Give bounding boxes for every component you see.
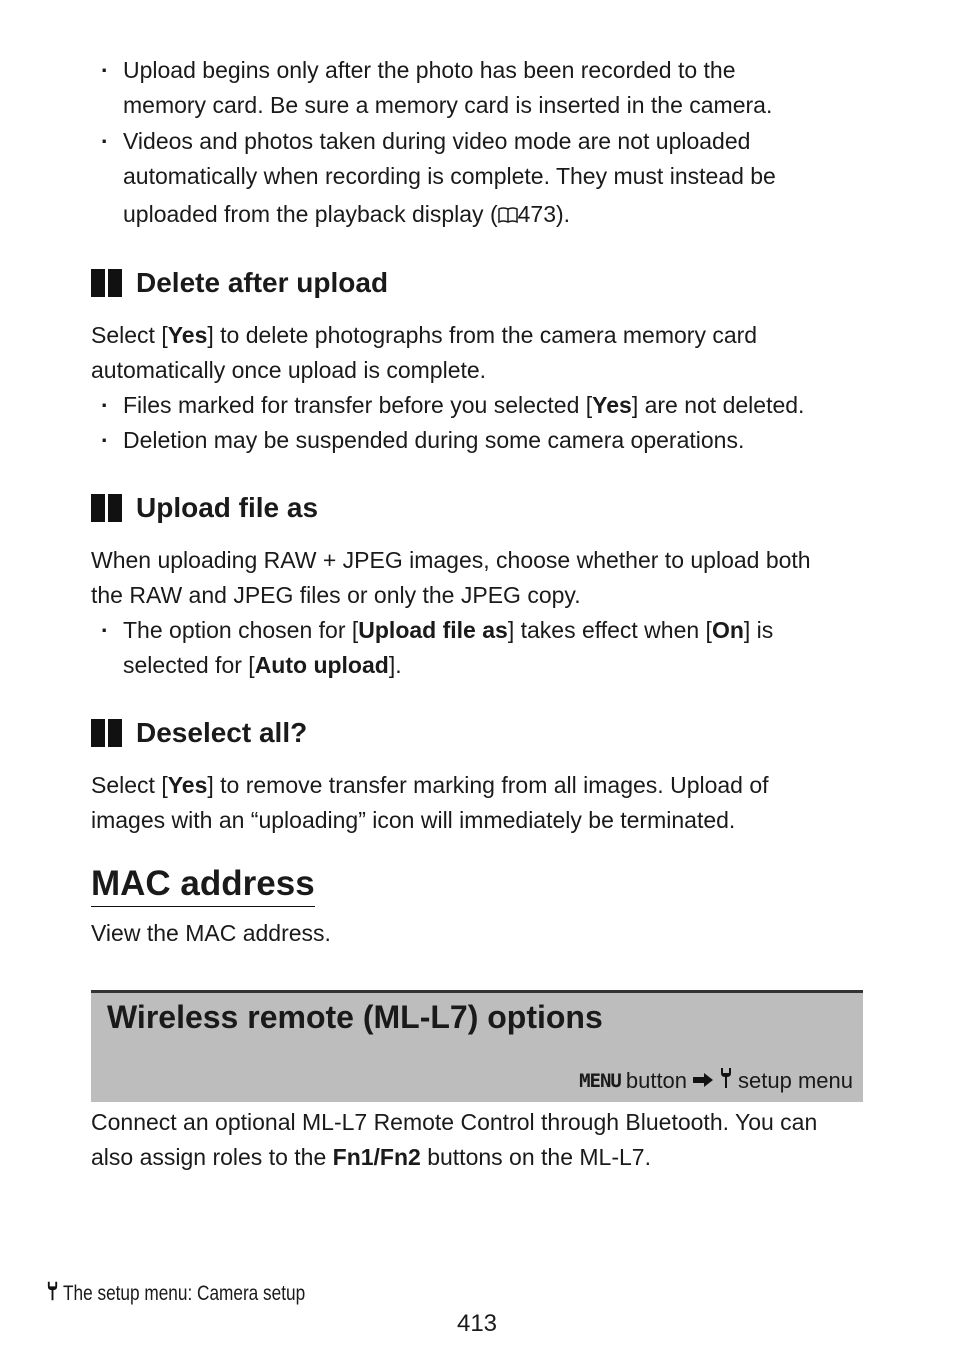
footer-breadcrumb: [46, 1280, 358, 1308]
bullet-line: memory card. Be sure a memory card is inserted in the camera.: [123, 92, 773, 118]
text: images with an “uploading” icon will immediately be terminated.: [91, 807, 736, 833]
heading-label: Deselect all?: [136, 717, 308, 748]
wrench-icon: [46, 1280, 59, 1308]
text: Select [: [91, 772, 168, 798]
text: ] are not deleted.: [631, 392, 805, 418]
bullet-line: automatically when recording is complete. They must instead be: [123, 163, 776, 189]
heading-label: Delete after upload: [136, 267, 389, 298]
footer-text: The setup menu: Camera setup: [63, 1282, 306, 1305]
paragraph: [91, 543, 866, 613]
heading-marker-icon: [91, 719, 122, 747]
text: Connect an optional ML-L7 Remote Control through Bluetooth. You can: [91, 1109, 818, 1135]
text-bold: On: [711, 617, 744, 643]
text-bold: Upload file as: [358, 617, 508, 643]
text-bold: Yes: [167, 772, 208, 798]
arrow-right-icon: [692, 1068, 714, 1094]
text: ] is: [743, 617, 774, 643]
heading-marker-icon: [91, 494, 122, 522]
text: Deletion may be suspended during some camera operations.: [123, 427, 745, 453]
text: Files marked for transfer before you selected [: [123, 392, 593, 418]
bullet-text: uploaded from the playback display (: [123, 201, 498, 227]
menu-path-text: setup menu: [738, 1068, 853, 1093]
section-banner-wireless-remote: [91, 990, 863, 1102]
paragraph: [91, 768, 866, 838]
text: ].: [388, 652, 402, 678]
paragraph: [91, 318, 866, 388]
list-item: [123, 124, 868, 234]
heading-marker-icon: [91, 269, 122, 297]
paragraph: [91, 1105, 866, 1175]
menu-path-text: button: [625, 1068, 688, 1093]
book-icon: [498, 199, 518, 234]
text-bold: Yes: [592, 392, 632, 418]
bullet-line: [123, 197, 868, 234]
menu-path: [579, 1067, 853, 1095]
bullet-line: · Videos and photos taken during video mode are not uploaded: [123, 128, 751, 154]
section-heading-upload-file-as: [91, 493, 318, 523]
text: ] takes effect when [: [507, 617, 712, 643]
bullet-text: ).: [555, 201, 571, 227]
list-item: [123, 613, 868, 683]
list-item: [123, 388, 868, 423]
text: selected for [: [123, 652, 255, 678]
text: buttons on the ML-L7.: [420, 1144, 651, 1170]
section-heading-mac-address: MAC address: [91, 862, 315, 907]
text: When uploading RAW + JPEG images, choose whether to upload both: [91, 547, 811, 573]
text: the RAW and JPEG files or only the JPEG copy.: [91, 582, 581, 608]
page-reference-link[interactable]: 473: [517, 201, 556, 227]
text: ] to remove transfer marking from all images. Upload of: [207, 772, 769, 798]
heading-label: Upload file as: [136, 492, 319, 523]
text: Select [: [91, 322, 168, 348]
menu-keyword: MENU: [579, 1070, 621, 1092]
text-bold: Yes: [167, 322, 208, 348]
text-bold: Auto upload: [254, 652, 389, 678]
text: automatically once upload is complete.: [91, 357, 487, 383]
text: ] to delete photographs from the camera memory card: [207, 322, 758, 348]
list-item: [123, 53, 868, 123]
wrench-icon: [719, 1067, 733, 1095]
text-bold: Fn1/Fn2: [332, 1144, 421, 1170]
section-heading-delete-after-upload: [91, 268, 388, 298]
bullet-line: · Upload begins only after the photo has been recorded to the: [123, 57, 736, 83]
banner-title: Wireless remote (ML-L7) options: [107, 999, 603, 1035]
list-item: [123, 423, 868, 458]
text: also assign roles to the: [91, 1144, 333, 1170]
section-heading-deselect-all: [91, 718, 307, 748]
paragraph: View the MAC address.: [91, 920, 331, 946]
page-number: 413: [456, 1310, 498, 1337]
text: The option chosen for [: [123, 617, 359, 643]
